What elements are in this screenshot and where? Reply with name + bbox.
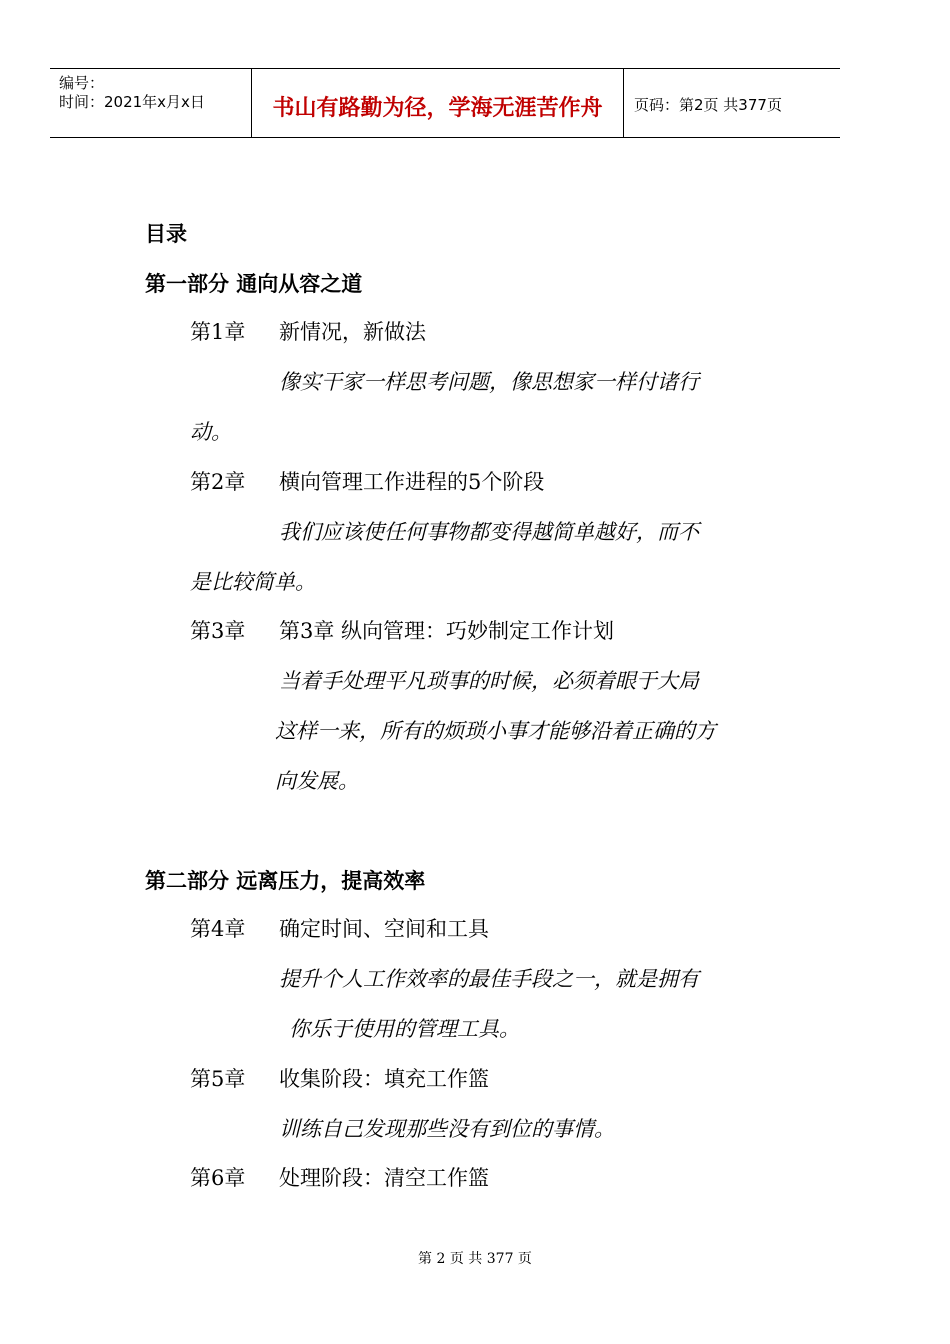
chapter-3-quote-line-1: 当着手处理平凡琐事的时候，必须着眼于大局 bbox=[279, 669, 699, 693]
header-motto-cell bbox=[252, 69, 624, 137]
chapter-2-quote-line-2: 是比较简单。 bbox=[190, 570, 316, 594]
chapter-3-title: 第3章 纵向管理：巧妙制定工作计划 bbox=[279, 619, 615, 643]
chapter-1-title: 新情况，新做法 bbox=[279, 320, 426, 344]
chapter-3-quote-line-2: 这样一来，所有的烦琐小事才能够沿着正确的方 bbox=[275, 719, 716, 743]
header-meta-cell bbox=[50, 69, 252, 137]
page-footer: 第 2 页 共 377 页 bbox=[418, 1251, 532, 1267]
document-number-label: 编号： bbox=[59, 74, 105, 92]
chapter-2-label: 第2章 bbox=[190, 470, 246, 494]
chapter-2-title: 横向管理工作进程的5个阶段 bbox=[279, 470, 545, 494]
header-page-info: 页码：第2页 共377页 bbox=[634, 96, 782, 114]
chapter-4-quote-line-1: 提升个人工作效率的最佳手段之一，就是拥有 bbox=[279, 967, 699, 991]
chapter-6-title: 处理阶段：清空工作篮 bbox=[279, 1166, 489, 1190]
header-motto: 书山有路勤为径，学海无涯苦作舟 bbox=[272, 96, 603, 121]
chapter-5-quote-line-1: 训练自己发现那些没有到位的事情。 bbox=[279, 1117, 615, 1141]
chapter-1-quote-line-1: 像实干家一样思考问题，像思想家一样付诸行 bbox=[279, 370, 699, 394]
chapter-3-quote-line-3: 向发展。 bbox=[275, 769, 359, 793]
chapter-2-quote-line-1: 我们应该使任何事物都变得越简单越好，而不 bbox=[279, 520, 699, 544]
chapter-5-label: 第5章 bbox=[190, 1067, 246, 1091]
page-header bbox=[50, 68, 840, 138]
header-page-cell bbox=[624, 69, 840, 137]
chapter-3-label: 第3章 bbox=[190, 619, 246, 643]
chapter-4-title: 确定时间、空间和工具 bbox=[279, 917, 489, 941]
chapter-1-label: 第1章 bbox=[190, 320, 246, 344]
chapter-5-title: 收集阶段：填充工作篮 bbox=[279, 1067, 489, 1091]
chapter-4-label: 第4章 bbox=[190, 917, 246, 941]
document-date: 时间：2021年x月x日 bbox=[59, 93, 205, 111]
part-2-heading: 第二部分 远离压力，提高效率 bbox=[145, 868, 426, 893]
part-1-heading: 第一部分 通向从容之道 bbox=[145, 271, 363, 296]
toc-title: 目录 bbox=[145, 221, 187, 246]
chapter-6-label: 第6章 bbox=[190, 1166, 246, 1190]
chapter-1-quote-line-2: 动。 bbox=[190, 420, 232, 444]
chapter-4-quote-line-2: 你乐于使用的管理工具。 bbox=[289, 1017, 520, 1041]
